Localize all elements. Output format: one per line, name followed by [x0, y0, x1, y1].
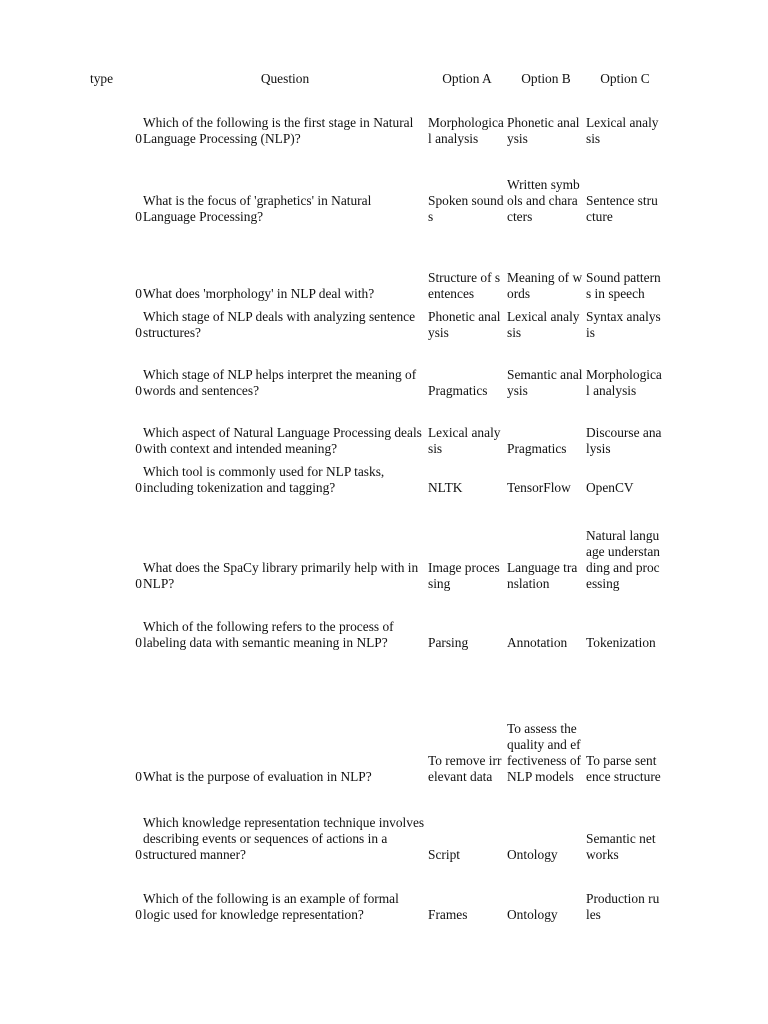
question-cell: Which of the following is the first stage in Natural Language Processing (NLP)? [143, 115, 414, 146]
table-row [0, 113, 768, 147]
question-cell: Which stage of NLP helps interpret the meaning of words and sentences? [143, 367, 417, 398]
option-c-cell: Discourse analysis [586, 425, 662, 456]
question-cell: Which tool is commonly used for NLP tasks, including tokenization and tagging? [143, 464, 385, 495]
type-cell: 0 [135, 907, 142, 922]
type-cell: 0 [135, 286, 142, 301]
header-option-b: Option B [521, 71, 571, 86]
option-b-cell: Annotation [507, 635, 568, 650]
table-row [0, 423, 768, 457]
option-c-cell: Natural language understanding and processing [586, 528, 660, 591]
header-type: type [90, 71, 114, 86]
option-b-cell: Lexical analysis [507, 309, 580, 340]
option-b-cell: To assess the quality and effectiveness of NLP models [507, 721, 581, 784]
question-cell: What does 'morphology' in NLP deal with? [143, 286, 375, 301]
type-cell: 0 [135, 769, 142, 784]
question-cell: What is the focus of 'graphetics' in Natural Language Processing? [143, 193, 372, 224]
question-cell: Which of the following is an example of formal logic used for knowledge representation? [143, 891, 399, 922]
type-cell: 0 [135, 131, 142, 146]
type-cell: 0 [135, 325, 142, 340]
option-a-cell: To remove irrelevant data [428, 753, 502, 784]
table-row [0, 815, 768, 863]
option-a-cell: Parsing [428, 635, 469, 650]
option-c-cell: To parse sentence structure [586, 753, 661, 784]
question-cell: What is the purpose of evaluation in NLP? [143, 769, 372, 784]
table-row [0, 462, 768, 496]
option-c-cell: Sound patterns in speech [586, 270, 661, 301]
table-row [0, 307, 768, 341]
option-a-cell: NLTK [428, 480, 463, 495]
table-row [0, 175, 768, 225]
option-a-cell: Script [428, 847, 460, 862]
option-c-cell: OpenCV [586, 480, 634, 495]
table-row [0, 512, 768, 592]
option-a-cell: Lexical analysis [428, 425, 501, 456]
option-b-cell: TensorFlow [507, 480, 571, 495]
type-cell: 0 [135, 480, 142, 495]
option-c-cell: Semantic networks [586, 831, 656, 862]
option-b-cell: Meaning of words [507, 270, 583, 301]
type-cell: 0 [135, 383, 142, 398]
question-cell: Which stage of NLP deals with analyzing sentence structures? [143, 309, 416, 340]
type-cell: 0 [135, 635, 142, 650]
question-cell: Which aspect of Natural Language Processing deals with context and intended meaning? [143, 425, 422, 456]
type-cell: 0 [135, 847, 142, 862]
type-cell: 0 [135, 576, 142, 591]
header-option-c: Option C [600, 71, 650, 86]
option-a-cell: Image processing [428, 560, 500, 591]
option-b-cell: Semantic analysis [507, 367, 583, 398]
option-b-cell: Pragmatics [507, 441, 567, 456]
option-c-cell: Sentence structure [586, 193, 658, 224]
table-row [0, 705, 768, 785]
question-cell: Which of the following refers to the process of labeling data with semantic meaning in NLP? [143, 619, 394, 650]
option-b-cell: Language translation [507, 560, 578, 591]
type-cell: 0 [135, 441, 142, 456]
option-a-cell: Structure of sentences [428, 270, 501, 301]
question-cell: What does the SpaCy library primarily help with in NLP? [143, 560, 419, 591]
option-b-cell: Phonetic analysis [507, 115, 580, 146]
table-row [0, 889, 768, 923]
option-b-cell: Ontology [507, 847, 558, 862]
option-c-cell: Lexical analysis [586, 115, 659, 146]
option-a-cell: Phonetic analysis [428, 309, 501, 340]
option-c-cell: Production rules [586, 891, 660, 922]
header-question: Question [260, 71, 310, 86]
question-cell: Which knowledge representation technique involves describing events or sequences of actions in a structured manner? [143, 815, 425, 862]
option-b-cell: Ontology [507, 907, 558, 922]
header-option-a: Option A [442, 71, 492, 86]
option-a-cell: Frames [428, 907, 468, 922]
option-c-cell: Syntax analysis [586, 309, 661, 340]
option-c-cell: Tokenization [586, 635, 656, 650]
option-b-cell: Written symbols and characters [507, 177, 580, 224]
table-row [0, 617, 768, 651]
option-c-cell: Morphological analysis [586, 367, 662, 398]
option-a-cell: Morphological analysis [428, 115, 504, 146]
option-a-cell: Spoken sounds [428, 193, 504, 224]
option-a-cell: Pragmatics [428, 383, 488, 398]
table-row [0, 252, 768, 302]
table-row [0, 365, 768, 399]
type-cell: 0 [135, 209, 142, 224]
